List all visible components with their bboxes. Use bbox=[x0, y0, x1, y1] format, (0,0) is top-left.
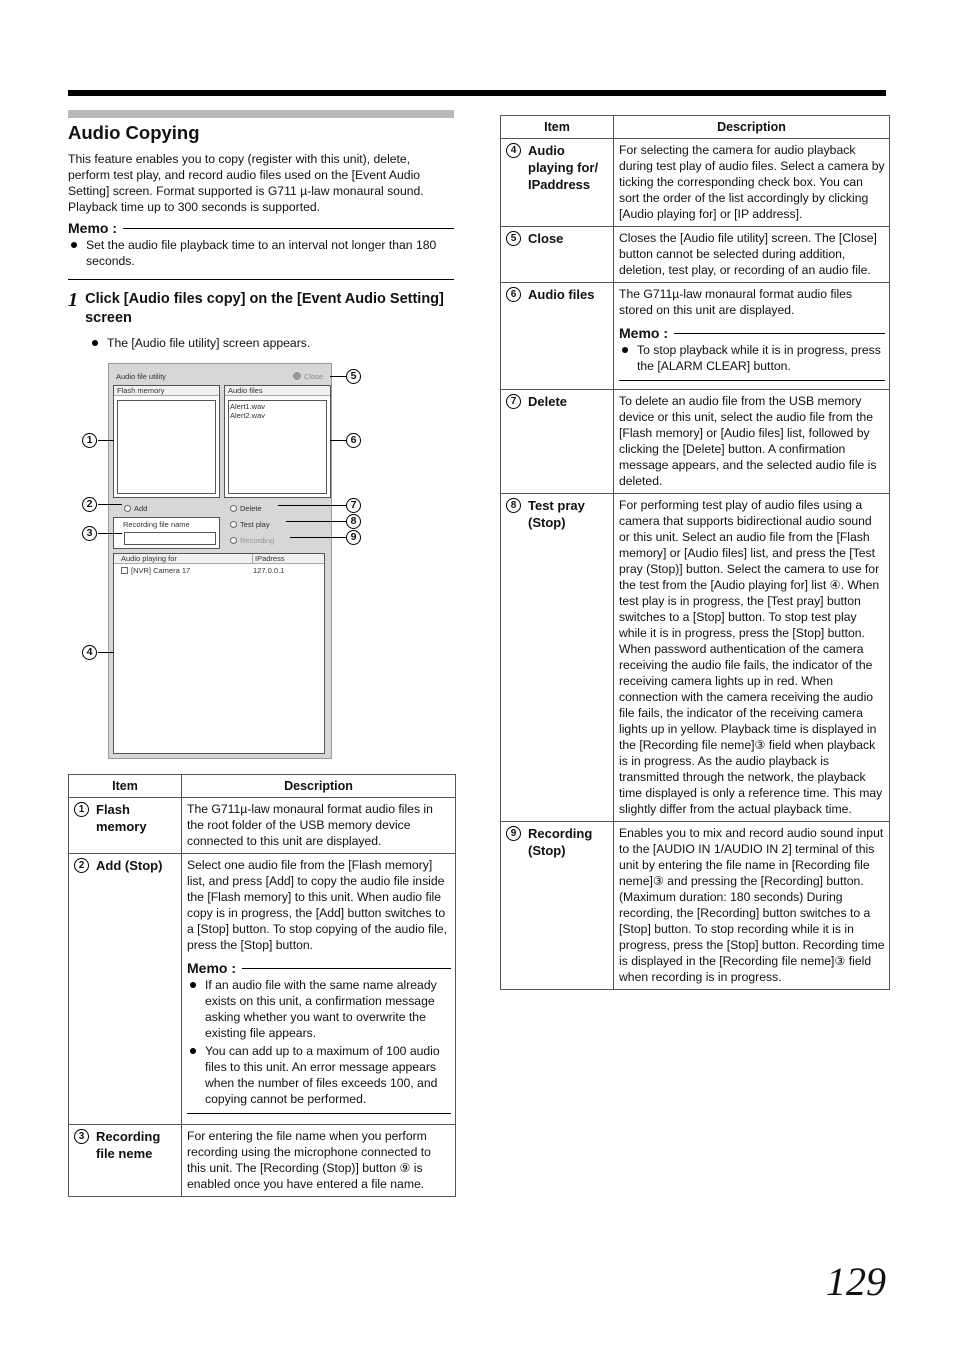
callout-6: 6 bbox=[346, 433, 361, 448]
item-name: Audio playing for/ IPaddress bbox=[528, 143, 599, 192]
flash-memory-list[interactable] bbox=[113, 385, 220, 498]
right-description-table bbox=[500, 115, 890, 990]
memo-item: Set the audio file playback time to an interval not longer than 180 seconds. bbox=[68, 237, 454, 269]
item-wrap bbox=[506, 142, 609, 193]
callout-leader bbox=[278, 505, 346, 506]
add-button[interactable] bbox=[124, 504, 147, 513]
recording-label: Recording bbox=[240, 536, 275, 545]
memo-rule bbox=[123, 228, 454, 229]
memo-heading bbox=[187, 959, 451, 977]
recording-file-name-input[interactable] bbox=[124, 532, 216, 545]
item-description: Select one audio file from the [Flash memory] list, and press [Add] to copy the audio file inside the [Flash memory] to this unit. When audio file copy is in progress, the [Add] button switches to a [Stop] button. To stop copying of the audio file, press the [Stop] button. bbox=[187, 858, 447, 952]
callout-5: 5 bbox=[346, 369, 361, 384]
callout-leader bbox=[98, 533, 122, 534]
flash-memory-listbox[interactable] bbox=[117, 400, 216, 494]
table-header-row bbox=[69, 775, 456, 798]
memo-heading bbox=[619, 324, 885, 342]
recording-icon bbox=[230, 537, 237, 544]
table-row bbox=[501, 390, 890, 494]
item-description-cell bbox=[614, 283, 890, 390]
item-header: Item bbox=[69, 775, 182, 798]
test-play-button[interactable] bbox=[230, 520, 270, 529]
item-number: 8 bbox=[506, 498, 521, 513]
callout-2: 2 bbox=[82, 497, 97, 512]
item-description: For performing test play of audio files using a camera that supports bidirectional audio sound or this unit. Select an audio file from the [Flash memory] or [Audio files] list, and press the [Test pray (Stop)] button. Select the camera to use for the test from the [Audio playing for] list ④. When test play is in progress, the [Test pray] button switches to a [Stop] button. To stop test play while it is in progress, press the [Stop] button. When password authentication of the camera receiving the audio file fails, the indicator of the receiving camera lights up in red. When connection with the camera receiving the audio file fails, the indicator of the receiving camera lights up in yellow. Playback time is displayed in the [Recording file neme]③ field when playback is in progress. As the audio playback is transmitted through the network, the playback time displayed is only a reference time. This may slightly differ from the actual playback time. bbox=[614, 494, 890, 822]
item-description: The G711µ-law monaural format audio files in the root folder of the USB memory device connected to this unit are displayed. bbox=[182, 798, 456, 854]
camera-row[interactable] bbox=[121, 566, 190, 575]
flash-memory-label: Flash memory bbox=[117, 386, 165, 395]
item-name: Flash memory bbox=[96, 802, 147, 834]
audio-playing-for-header bbox=[114, 554, 324, 564]
item-wrap bbox=[74, 857, 177, 874]
description-header: Description bbox=[614, 116, 890, 139]
callout-leader bbox=[286, 521, 346, 522]
audio-files-list[interactable] bbox=[224, 385, 331, 498]
recording-file-name-label: Recording file name bbox=[123, 520, 190, 529]
test-play-icon bbox=[230, 521, 237, 528]
audio-files-label: Audio files bbox=[228, 386, 263, 395]
audio-file-item[interactable]: Alert2.wav bbox=[230, 411, 266, 420]
step-bullets bbox=[89, 335, 454, 351]
memo-item: To stop playback while it is in progress, press the [ALARM CLEAR] button. bbox=[619, 342, 885, 374]
delete-icon bbox=[230, 505, 237, 512]
memo-list bbox=[619, 342, 885, 374]
item-cell bbox=[69, 1125, 182, 1197]
audio-files-listbox[interactable] bbox=[228, 400, 327, 494]
item-cell bbox=[69, 798, 182, 854]
item-number: 3 bbox=[74, 1129, 89, 1144]
item-cell bbox=[69, 854, 182, 1125]
close-button[interactable] bbox=[293, 372, 323, 381]
item-description: The G711µ-law monaural format audio files stored on this unit are displayed. bbox=[619, 287, 853, 317]
table-row bbox=[501, 822, 890, 990]
camera-ip: 127.0.0.1 bbox=[253, 566, 285, 575]
memo-label: Memo : bbox=[68, 220, 117, 236]
step-number: 1 bbox=[68, 289, 78, 311]
item-cell bbox=[501, 227, 614, 283]
left-column bbox=[68, 110, 454, 351]
item-name: Close bbox=[528, 231, 564, 246]
memo-item: You can add up to a maximum of 100 audio files to this unit. An error message appears when the number of files exceeds 100, and copying cannot be performed. bbox=[187, 1043, 451, 1107]
item-wrap bbox=[506, 825, 609, 859]
memo-rule bbox=[674, 333, 885, 334]
ipaddress-label[interactable]: IPadress bbox=[252, 554, 285, 563]
item-cell bbox=[501, 283, 614, 390]
item-description: For entering the file name when you perform recording using the microphone connected to this unit. The [Recording (Stop)] button ⑨ is enabled once you have entered a file name. bbox=[182, 1125, 456, 1197]
item-wrap bbox=[506, 230, 609, 247]
step-1 bbox=[68, 290, 454, 328]
item-description: Closes the [Audio file utility] screen. The [Close] button cannot be selected during addition, deletion, test play, or recording of an audio file. bbox=[614, 227, 890, 283]
close-icon bbox=[293, 372, 301, 380]
item-description: For selecting the camera for audio playback during test play of audio files. Select a camera by ticking the corresponding check box. You can sort the order of the list accordingly by clicking [Audio playing for] or [IP address]. bbox=[614, 139, 890, 227]
item-cell bbox=[501, 494, 614, 822]
memo-label: Memo : bbox=[187, 960, 236, 976]
callout-7: 7 bbox=[346, 498, 361, 513]
audio-playing-for-label[interactable]: Audio playing for bbox=[121, 554, 177, 563]
callout-leader bbox=[98, 504, 122, 505]
test-play-label: Test play bbox=[240, 520, 270, 529]
item-wrap bbox=[74, 801, 177, 835]
add-label: Add bbox=[134, 504, 148, 513]
recording-file-name-group bbox=[113, 517, 220, 549]
item-wrap bbox=[506, 497, 609, 531]
callout-3: 3 bbox=[82, 526, 97, 541]
camera-checkbox[interactable] bbox=[121, 567, 128, 574]
window-title: Audio file utility bbox=[116, 372, 167, 381]
close-label: Close bbox=[304, 372, 324, 381]
step-text: Click [Audio files copy] on the [Event Audio Setting] screen bbox=[85, 291, 444, 326]
item-name: Add (Stop) bbox=[96, 858, 163, 873]
item-name: Recording (Stop) bbox=[528, 826, 593, 858]
callout-leader bbox=[98, 440, 114, 441]
audio-file-item[interactable]: Alert1.wav bbox=[230, 402, 266, 411]
table-row bbox=[69, 854, 456, 1125]
table-row bbox=[501, 494, 890, 822]
item-description: Enables you to mix and record audio sound input to the [AUDIO IN 1/AUDIO IN 2] terminal of this unit by entering the file name in [Recording file neme]③ and pressing the [Recording] button. (Maximum duration: 180 seconds) During recording, the [Recording] button switches to a [Stop] button. To stop recording while it is in progress, press the [Stop] button. Recording time is displayed in the [Recording file neme]③ field when recording is in progress. bbox=[614, 822, 890, 990]
left-description-table bbox=[68, 774, 456, 1197]
table-header-row bbox=[501, 116, 890, 139]
audio-file-utility-figure bbox=[68, 360, 454, 760]
memo-list bbox=[68, 237, 454, 269]
item-number: 7 bbox=[506, 394, 521, 409]
audio-file-utility-window bbox=[108, 363, 332, 759]
memo-rule bbox=[242, 968, 451, 969]
top-rule bbox=[68, 90, 886, 96]
item-number: 6 bbox=[506, 287, 521, 302]
memo-end-rule bbox=[68, 279, 454, 280]
item-name: Recording file neme bbox=[96, 1129, 161, 1161]
item-description-cell bbox=[182, 854, 456, 1125]
callout-1: 1 bbox=[82, 433, 97, 448]
item-number: 9 bbox=[506, 826, 521, 841]
callout-leader bbox=[330, 440, 346, 441]
camera-name: [NVR] Camera 17 bbox=[131, 566, 191, 575]
audio-playing-for-list[interactable] bbox=[113, 553, 325, 754]
section-band bbox=[68, 110, 454, 118]
table-row bbox=[501, 227, 890, 283]
item-header: Item bbox=[501, 116, 614, 139]
callout-8: 8 bbox=[346, 514, 361, 529]
memo-heading bbox=[68, 219, 454, 237]
table-row bbox=[501, 139, 890, 227]
item-name: Test pray (Stop) bbox=[528, 498, 585, 530]
step-bullet: The [Audio file utility] screen appears. bbox=[89, 335, 454, 351]
item-cell bbox=[501, 822, 614, 990]
memo-item: If an audio file with the same name already exists on this unit, a confirmation message asking whether you want to overwrite the existing file appears. bbox=[187, 977, 451, 1041]
memo-end-rule bbox=[187, 1113, 451, 1114]
item-wrap bbox=[74, 1128, 177, 1162]
item-wrap bbox=[506, 393, 609, 410]
section-intro: This feature enables you to copy (register with this unit), delete, perform test play, and record audio files used on the [Event Audio Setting] screen. Format supported is G711 µ-law monaural sound. Playback time up to 300 seconds is supported. bbox=[68, 152, 424, 214]
item-cell bbox=[501, 390, 614, 494]
callout-9: 9 bbox=[346, 530, 361, 545]
memo-label: Memo : bbox=[619, 325, 668, 341]
item-number: 5 bbox=[506, 231, 521, 246]
memo-list bbox=[187, 977, 451, 1107]
flash-memory-header bbox=[114, 386, 219, 396]
table-row bbox=[501, 283, 890, 390]
item-cell bbox=[501, 139, 614, 227]
item-wrap bbox=[506, 286, 609, 303]
add-icon bbox=[124, 505, 131, 512]
section-title: Audio Copying bbox=[68, 122, 200, 143]
memo-end-rule bbox=[619, 380, 885, 381]
item-name: Delete bbox=[528, 394, 568, 409]
table-row bbox=[69, 1125, 456, 1197]
callout-leader bbox=[98, 652, 114, 653]
item-number: 1 bbox=[74, 802, 89, 817]
page-number: 129 bbox=[826, 1259, 886, 1304]
item-number: 4 bbox=[506, 143, 521, 158]
delete-label: Delete bbox=[240, 504, 262, 513]
audio-files-header bbox=[225, 386, 330, 396]
item-description: To delete an audio file from the USB memory device or this unit, select the audio file from the [Flash memory] or [Audio files] list, followed by clicking the [Delete] button. A confirmation message appears, and the selected audio file is deleted. bbox=[614, 390, 890, 494]
table-row bbox=[69, 798, 456, 854]
recording-button[interactable] bbox=[230, 536, 274, 545]
delete-button[interactable] bbox=[230, 504, 262, 513]
callout-leader bbox=[290, 537, 346, 538]
item-number: 2 bbox=[74, 858, 89, 873]
callout-4: 4 bbox=[82, 645, 97, 660]
description-header: Description bbox=[182, 775, 456, 798]
callout-leader bbox=[330, 376, 346, 377]
item-name: Audio files bbox=[528, 287, 595, 302]
